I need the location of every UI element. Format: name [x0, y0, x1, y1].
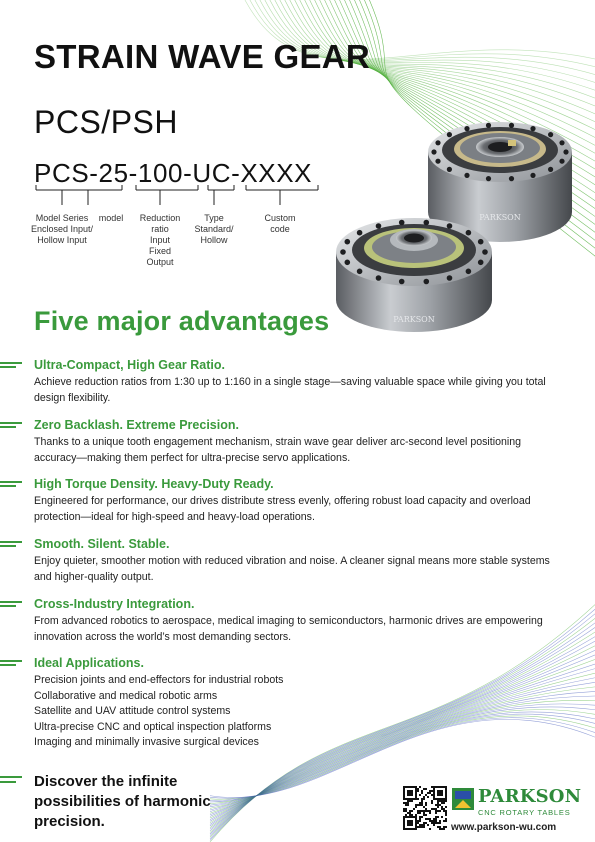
legend-reduction-ratio: Reduction ratio Input Fixed Output — [139, 213, 181, 267]
strain-wave-gear-image — [330, 100, 580, 340]
legend-custom-code: Custom code — [264, 213, 296, 234]
legend-model: model — [98, 213, 124, 223]
advantage-bullet-lines — [0, 601, 22, 611]
cta-bullet-lines — [0, 776, 22, 788]
advantage-bullet-lines — [0, 422, 22, 432]
advantage-title: Cross-Industry Integration. — [34, 597, 195, 611]
advantage-title: Zero Backlash. Extreme Precision. — [34, 418, 239, 432]
advantage-bullet-lines — [0, 362, 22, 372]
advantage-body: Engineered for performance, our drives distribute stress evenly, offering robust load capacity and overload protection—ideal for high-speed and heavy-load operations. — [34, 495, 531, 523]
rear-brand-engraving: PARKSON — [479, 213, 521, 222]
qr-code[interactable] — [403, 786, 447, 830]
applications-title: Ideal Applications. — [34, 656, 144, 670]
advantage-body: Enjoy quieter, smoother motion with reduced vibration and noise. A cleaner signal means more stable systems and higher-quality output. — [34, 555, 550, 583]
legend-model-series: Model Series Enclosed Input/ Hollow Input — [30, 213, 94, 245]
page-title: STRAIN WAVE GEAR — [34, 38, 371, 75]
advantage-bullet-lines — [0, 541, 22, 551]
model-code: PCS-25-100-UC-XXXX — [34, 158, 313, 188]
advantage-body: From advanced robotics to aerospace, medical imaging to semiconductors, harmonic drives are empowering innovation across the world’s most demanding sectors. — [34, 615, 543, 643]
application-item: Imaging and minimally invasive surgical devices — [34, 736, 259, 748]
brand-tagline: CNC ROTARY TABLES — [478, 808, 571, 817]
front-gear-unit — [336, 218, 492, 332]
application-item: Satellite and UAV attitude control systems — [34, 705, 231, 717]
advantage-title: Ultra-Compact, High Gear Ratio. — [34, 358, 225, 372]
brand-name: PARKSON — [478, 786, 582, 807]
advantage-title: Smooth. Silent. Stable. — [34, 537, 170, 551]
legend-type: Type Standard/ Hollow — [194, 213, 234, 245]
advantage-bullet-lines — [0, 481, 22, 491]
application-item: Ultra-precise CNC and optical inspection platforms — [34, 720, 272, 733]
advantages-heading: Five major advantages — [34, 306, 330, 336]
call-to-action: Discover the infinite possibilities of harmonic precision. — [34, 773, 211, 830]
advantage-title: High Torque Density. Heavy-Duty Ready. — [34, 477, 274, 491]
advantage-body: Achieve reduction ratios from 1:30 up to 1:160 in a single stage—saving valuable space while giving you total design flexibility. — [34, 376, 546, 404]
applications-bullet-lines — [0, 660, 22, 670]
applications-list — [34, 673, 283, 751]
product-series: PCS/PSH — [34, 104, 178, 140]
application-item: Collaborative and medical robotic arms — [34, 689, 218, 702]
application-item: Precision joints and end-effectors for industrial robots — [34, 674, 284, 686]
advantage-body: Thanks to a unique tooth engagement mechanism, strain wave gear deliver arc-second level positioning accuracy—making them perfect for ultra-precise servo applications. — [34, 436, 522, 464]
front-brand-engraving: PARKSON — [393, 315, 435, 324]
website-link[interactable]: www.parkson-wu.com — [451, 822, 557, 833]
